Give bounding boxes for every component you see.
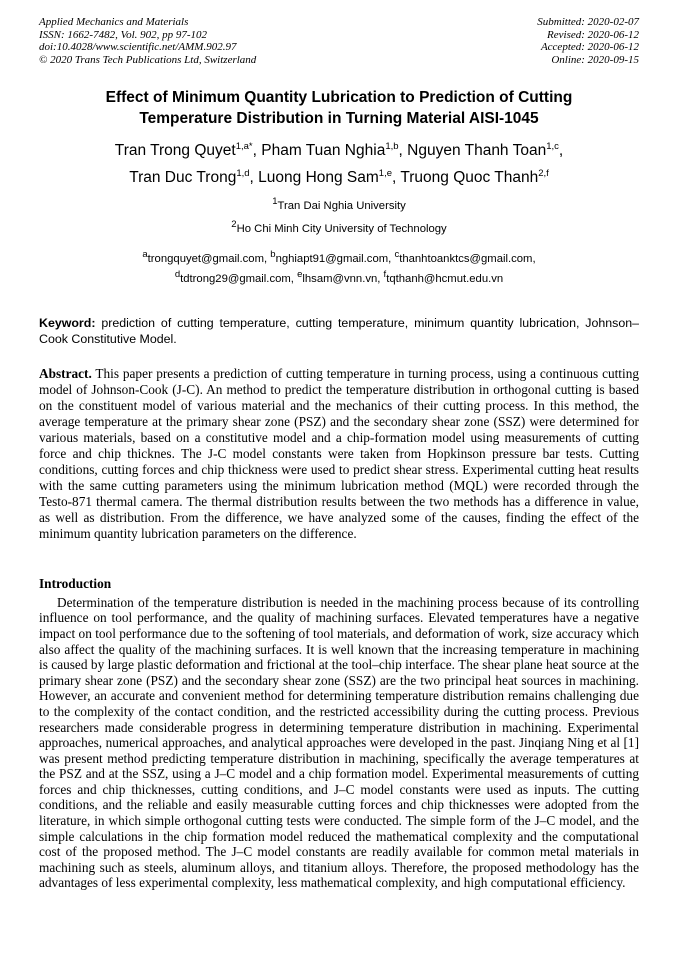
abstract-text: This paper presents a prediction of cutting temperature in turning process, using a continuous cutting model of Johnson-Cook (J-C). An method to predict the temperature distribution in orthogonal cutting is based on the constituent model of various material and the mechanics of their cutting process. In this method, the average temperature at the primary shear zone (PSZ) and the secondary shear zone (SSZ) were determined for various materials, based on a constitutive model and a chip-formation model using measurements of cutting force and chip thicknes. The J-C model constants were taken from Hopkinson pressure bar tests. Cutting conditions, cutting forces and chip thickness were used to predict shear stress. Experimental cutting heat results with the same cutting parameters using the minimum lubrication method (MQL) were recorded through the Testo-871 thermal camera. The thermal distribution results between the two methods has a difference in value, as well as distribution. From the difference, we have analyzed some of the causes, finding the effect of the minimum quantity lubrication parameters on the difference. — [39, 365, 639, 541]
keywords-paragraph — [39, 315, 639, 348]
introduction-paragraph: Determination of the temperature distribution is needed in the machining process because of its controlling influence on tool performance, and the quality of machining surfaces. Elevated temperatures have a negative impact on tool performance due to the softening of tool materials, and deformation of work, size accuracy which also affect the quality of the machining surfaces. It is well known that the increasing temperature in machining is caused by large plastic deformation and frictional at the tool–chip interface. The shear plane heat source at the primary shear zone (PSZ) and the secondary shear zone (SSZ) are the two principal heat sources in machining. However, an accurate and convenient method for determining temperature distribution remains challenging due to the complexity of the contact condition, and the restricted accessibility during the cutting process. Previous researchers made considerable progress in determining temperature distribution in machining. Experimental approaches, numerical approaches, and analytical approaches were developed in the past. Jinqiang Ning et al [1] was present method predicting temperature distribution in machining, specifically the average temperatures at the PSZ and at the SSZ, using a J–C model and a chip formation model. Experimental measurements of cutting forces and chip thicknesses, cutting conditions, and J–C model constants were used as inputs. The cutting conditions, and the reliable and easily measurable cutting forces and chip thicknesses were adopted from the literature, in which simple orthogonal cutting tests were conducted. The simple form of the J–C model, and the simple calculations in the chip formation model reduced the mathematical complexity and the computational cost of the proposed method. The J–C model constants are readily available for common metal materials in machining such as steels, aluminum alloys, and titanium alloys. Therefore, the proposed methodology has the advantages of less experimental complexity, less mathematical complexity, and high computational efficiency. — [39, 594, 639, 891]
accepted-date: Accepted: 2020-06-12 — [540, 41, 639, 54]
email-superscript: d — [174, 269, 181, 281]
email-separator: , — [290, 273, 298, 286]
email-superscript: e — [297, 269, 303, 281]
authors-block — [39, 136, 639, 188]
author-separator: , — [249, 168, 259, 186]
authors-line-1 — [39, 136, 639, 162]
online-date: Online: 2020-09-15 — [551, 53, 639, 66]
affiliation-text: Tran Dai Nghia University — [277, 199, 406, 212]
email-superscript: b — [270, 249, 276, 261]
author-superscript: 1,d — [236, 167, 250, 179]
author-name: Tran Trong Quyet — [114, 142, 236, 160]
author-name: Truong Quoc Thanh — [400, 168, 539, 186]
abstract-label: Abstract. — [39, 365, 92, 381]
journal-name: Applied Mechanics and Materials — [39, 16, 189, 28]
page-header — [39, 16, 639, 66]
author-email: lhsam@vnn.vn — [302, 273, 378, 286]
author-email: nghiapt91@gmail.com — [275, 252, 389, 265]
emails-block — [39, 247, 639, 288]
emails-line-2 — [39, 267, 639, 287]
doi: doi:10.4028/www.scientific.net/AMM.902.97 — [39, 41, 237, 54]
author-superscript: 1,b — [385, 141, 399, 153]
keywords-label: Keyword: — [39, 315, 96, 330]
affiliation-text: Ho Chi Minh City University of Technology — [236, 223, 447, 236]
journal-info — [39, 16, 256, 66]
author-superscript: 2,f — [538, 167, 549, 179]
submission-dates — [537, 16, 639, 66]
issn-volume-pages: ISSN: 1662-7482, Vol. 902, pp 97-102 — [39, 28, 208, 41]
affiliation-superscript: 2 — [231, 219, 237, 231]
author-email: tqthanh@hcmut.edu.vn — [386, 273, 504, 286]
author-name: Tran Duc Trong — [129, 168, 237, 186]
author-email: trongquyet@gmail.com — [147, 252, 264, 265]
author-superscript: 1,a* — [235, 141, 253, 153]
revised-date: Revised: 2020-06-12 — [547, 28, 639, 41]
keywords-text: prediction of cutting temperature, cutting temperature, minimum quantity lubrication, Johnson–Cook Constitutive Model. — [39, 315, 639, 347]
author-email: tdtrong29@gmail.com — [180, 273, 291, 286]
email-separator: , — [532, 252, 536, 265]
author-name: Nguyen Thanh Toan — [407, 142, 547, 160]
authors-line-2 — [39, 163, 639, 189]
email-separator: , — [388, 252, 395, 265]
abstract-paragraph — [39, 366, 639, 542]
author-name: Pham Tuan Nghia — [261, 142, 386, 160]
paper-title: Effect of Minimum Quantity Lubrication to Prediction of Cutting Temperature Distribution in Turning Material AISI-1045 — [105, 89, 573, 128]
affiliation-superscript: 1 — [272, 195, 278, 207]
email-superscript: a — [142, 249, 148, 261]
copyright-line: © 2020 Trans Tech Publications Ltd, Switzerland — [39, 53, 257, 66]
section-heading-introduction: Introduction — [39, 575, 112, 591]
author-separator: , — [392, 168, 401, 186]
author-superscript: 1,c — [546, 141, 559, 153]
email-superscript: c — [394, 249, 400, 261]
author-email: thanhtoanktcs@gmail.com — [399, 252, 533, 265]
affiliations-block — [39, 195, 639, 237]
emails-line-1 — [39, 247, 639, 267]
author-superscript: 1,e — [378, 167, 393, 179]
affiliation-2 — [39, 218, 639, 236]
author-name: Luong Hong Sam — [258, 168, 379, 186]
author-separator: , — [252, 142, 262, 160]
email-separator: , — [264, 252, 271, 265]
author-separator: , — [558, 142, 564, 160]
email-superscript: f — [383, 269, 387, 281]
submitted-date: Submitted: 2020-02-07 — [537, 16, 639, 28]
email-separator: , — [377, 273, 384, 286]
author-separator: , — [398, 142, 408, 160]
affiliation-1 — [39, 195, 639, 213]
